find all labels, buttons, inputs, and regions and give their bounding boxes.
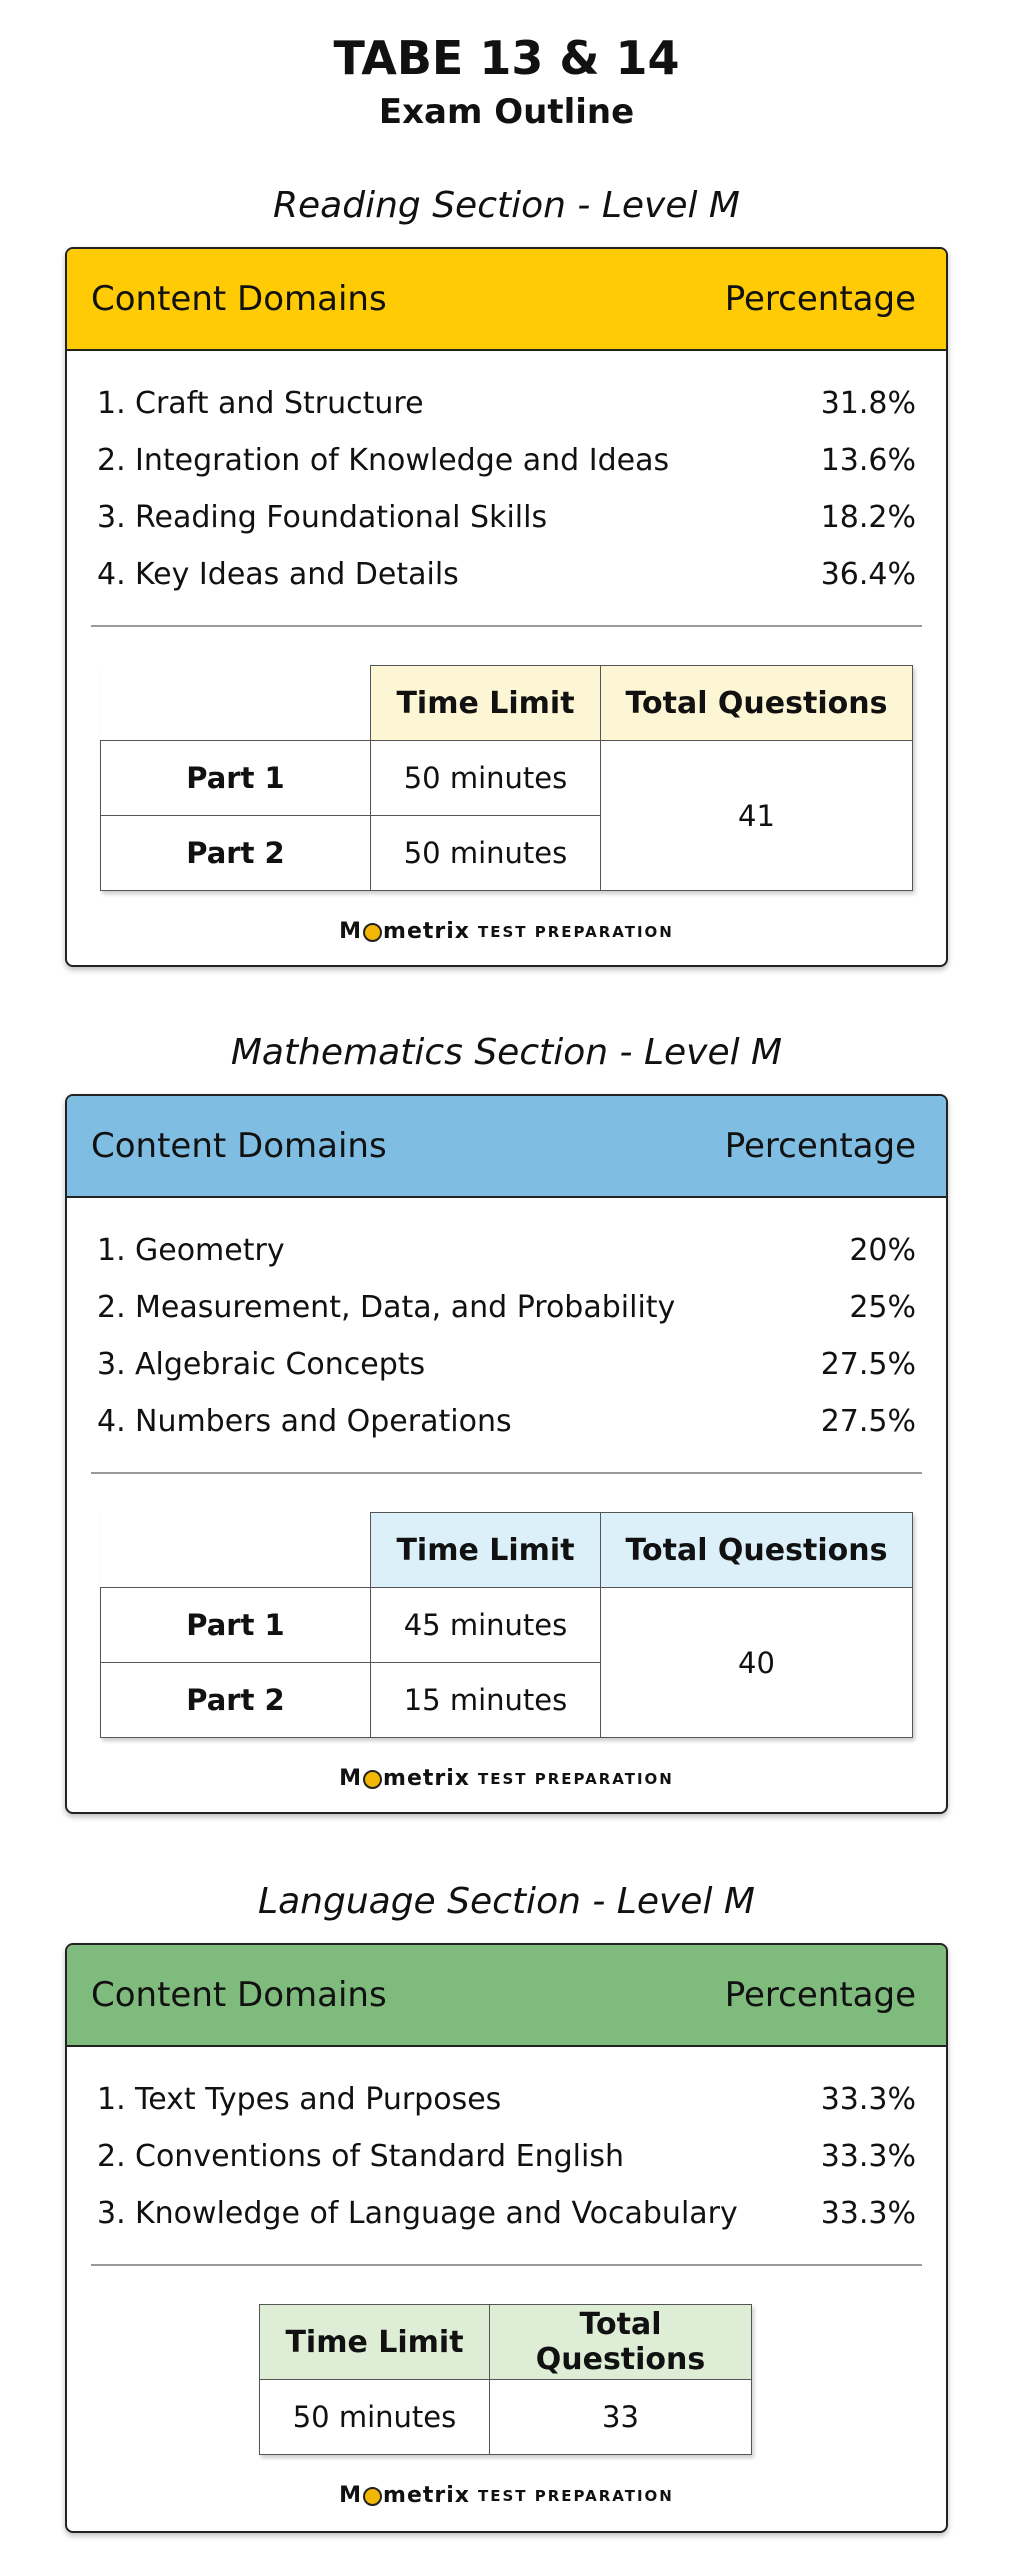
language-card-header	[67, 1945, 946, 2047]
domain-name: Text Types and Purposes	[135, 2082, 502, 2117]
page-subtitle: Exam Outline	[378, 92, 635, 132]
content-domains-heading: Content Domains	[91, 1975, 387, 2015]
reading-card-header	[67, 249, 946, 351]
percentage-heading: Percentage	[724, 1975, 916, 2015]
part-label: Part 2	[101, 816, 371, 891]
domain-number: 1.	[97, 386, 126, 421]
domain-percentage: 36.4%	[820, 557, 916, 592]
part-time: 15 minutes	[371, 1663, 601, 1738]
reading-card	[65, 247, 948, 967]
part-label: Part 1	[101, 741, 371, 816]
domain-name: Algebraic Concepts	[135, 1347, 426, 1382]
domain-name: Reading Foundational Skills	[135, 500, 548, 535]
logo-o-icon	[363, 923, 382, 942]
domain-number: 1.	[97, 1233, 126, 1268]
list-item	[97, 489, 916, 546]
part-time: 50 minutes	[371, 816, 601, 891]
logo-o-icon	[363, 2487, 382, 2506]
math-card	[65, 1094, 948, 1814]
logo-o-icon	[363, 1770, 382, 1789]
list-item	[97, 375, 916, 432]
domain-name: Conventions of Standard English	[135, 2139, 624, 2174]
domain-name: Measurement, Data, and Probability	[135, 1290, 676, 1325]
part-label: Part 2	[101, 1663, 371, 1738]
math-time-table	[100, 1512, 913, 1738]
reading-domain-list	[67, 351, 946, 603]
time-limit-header: Time Limit	[371, 666, 601, 741]
mometrix-logo: M metrix TEST PREPARATION	[339, 2483, 674, 2508]
domain-name: Key Ideas and Details	[135, 557, 459, 592]
domain-percentage: 33.3%	[820, 2139, 916, 2174]
page-title: TABE 13 & 14	[333, 31, 680, 85]
domain-name: Geometry	[135, 1233, 285, 1268]
list-item	[97, 432, 916, 489]
domain-percentage: 20%	[849, 1233, 916, 1268]
content-domains-heading: Content Domains	[91, 279, 387, 319]
time-limit-header: Time Limit	[371, 1513, 601, 1588]
language-time-table	[259, 2304, 752, 2455]
math-section-title: Mathematics Section - Level M	[230, 1032, 783, 1073]
list-item	[97, 1222, 916, 1279]
language-domain-list	[67, 2047, 946, 2242]
time-limit-header: Time Limit	[260, 2305, 490, 2380]
percentage-heading: Percentage	[724, 279, 916, 319]
domain-number: 2.	[97, 443, 126, 478]
domain-percentage: 13.6%	[820, 443, 916, 478]
part-time: 50 minutes	[371, 741, 601, 816]
language-section-title: Language Section - Level M	[258, 1881, 755, 1922]
domain-percentage: 27.5%	[820, 1404, 916, 1439]
domain-percentage: 31.8%	[820, 386, 916, 421]
domain-number: 2.	[97, 1290, 126, 1325]
domain-name: Knowledge of Language and Vocabulary	[135, 2196, 738, 2231]
divider	[91, 625, 922, 627]
total-questions-header: Total Questions	[490, 2305, 752, 2380]
domain-name: Craft and Structure	[135, 386, 424, 421]
list-item	[97, 1279, 916, 1336]
divider	[91, 1472, 922, 1474]
domain-number: 2.	[97, 2139, 126, 2174]
mometrix-logo: M metrix TEST PREPARATION	[339, 1766, 674, 1791]
list-item	[97, 546, 916, 603]
reading-time-table	[100, 665, 913, 891]
list-item	[97, 2128, 916, 2185]
domain-percentage: 25%	[849, 1290, 916, 1325]
reading-section-title: Reading Section - Level M	[273, 185, 740, 226]
domain-percentage: 33.3%	[820, 2082, 916, 2117]
total-questions-value: 40	[601, 1588, 913, 1738]
part-time: 45 minutes	[371, 1588, 601, 1663]
list-item	[97, 2071, 916, 2128]
total-questions-value: 41	[601, 741, 913, 891]
divider	[91, 2264, 922, 2266]
domain-name: Integration of Knowledge and Ideas	[135, 443, 670, 478]
domain-number: 4.	[97, 557, 126, 592]
math-card-header	[67, 1096, 946, 1198]
domain-number: 3.	[97, 1347, 126, 1382]
total-questions-header: Total Questions	[601, 666, 913, 741]
mometrix-logo: M metrix TEST PREPARATION	[339, 919, 674, 944]
domain-number: 1.	[97, 2082, 126, 2117]
domain-name: Numbers and Operations	[135, 1404, 512, 1439]
total-questions-header: Total Questions	[601, 1513, 913, 1588]
language-card	[65, 1943, 948, 2533]
domain-number: 3.	[97, 500, 126, 535]
domain-percentage: 27.5%	[820, 1347, 916, 1382]
list-item	[97, 1393, 916, 1450]
part-label: Part 1	[101, 1588, 371, 1663]
math-domain-list	[67, 1198, 946, 1450]
list-item	[97, 1336, 916, 1393]
part-time: 50 minutes	[260, 2380, 490, 2455]
domain-number: 3.	[97, 2196, 126, 2231]
percentage-heading: Percentage	[724, 1126, 916, 1166]
content-domains-heading: Content Domains	[91, 1126, 387, 1166]
total-questions-value: 33	[490, 2380, 752, 2455]
domain-number: 4.	[97, 1404, 126, 1439]
list-item	[97, 2185, 916, 2242]
domain-percentage: 33.3%	[820, 2196, 916, 2231]
domain-percentage: 18.2%	[820, 500, 916, 535]
